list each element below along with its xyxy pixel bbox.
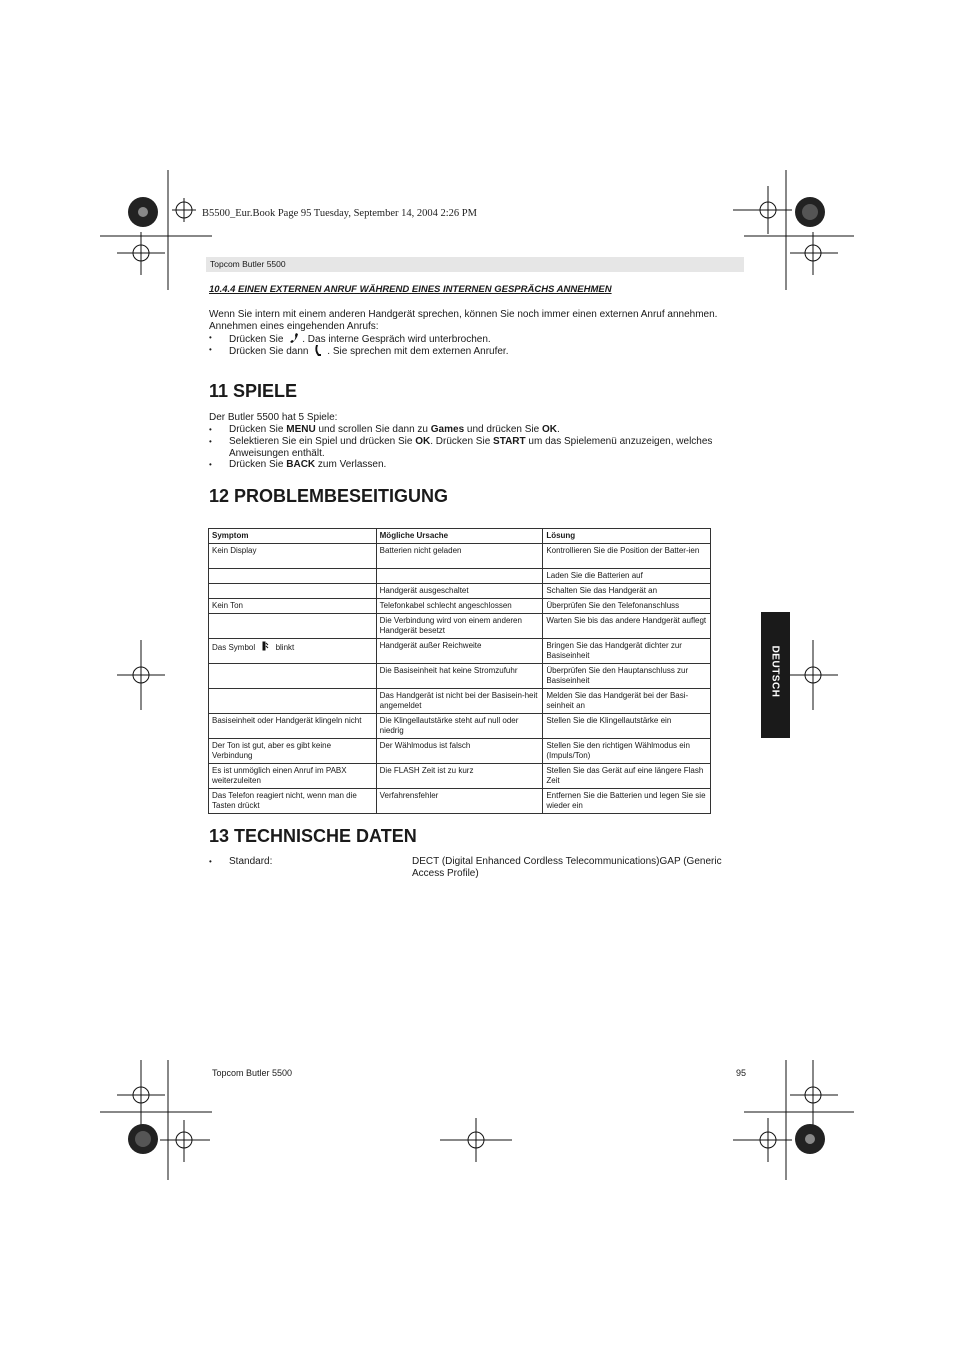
list-item: • Selektieren Sie ein Spiel und drücken Sie OK. Drücken Sie START um das Spielemenü anzuzeigen, welches Anweisungen enthält. bbox=[209, 436, 713, 459]
table-cell: Basiseinheit oder Handgerät klingeln nicht bbox=[209, 714, 377, 739]
table-row bbox=[209, 689, 711, 714]
language-tab bbox=[761, 612, 790, 738]
table-cell: Der Ton ist gut, aber es gibt keine Verbindung bbox=[209, 739, 377, 764]
column-header: Lösung bbox=[543, 529, 711, 544]
spec-value: DECT (Digital Enhanced Cordless Telecommunications)GAP (Generic Access Profile) bbox=[412, 856, 722, 879]
table-cell: Das Symbol blinkt bbox=[209, 639, 377, 664]
table-cell: Das Telefon reagiert nicht, wenn man die Tasten drückt bbox=[209, 789, 377, 814]
section-10-intro-2: Annehmen eines eingehenden Anrufs: bbox=[209, 321, 379, 332]
table-cell: Melden Sie das Handgerät bei der Basi-seinheit an bbox=[543, 689, 711, 714]
table-row bbox=[209, 639, 711, 664]
list-item: • Drücken Sie BACK zum Verlassen. bbox=[209, 459, 387, 470]
page-number: 95 bbox=[736, 1068, 747, 1078]
table-cell: Bringen Sie das Handgerät dichter zur Basiseinheit bbox=[543, 639, 711, 664]
troubleshooting-table bbox=[208, 528, 711, 814]
section-10-intro-1: Wenn Sie intern mit einem anderen Handgerät sprechen, können Sie noch immer einen externen Anruf annehmen. bbox=[209, 309, 718, 320]
table-cell bbox=[376, 569, 543, 584]
list-item: • Drücken Sie MENU und scrollen Sie dann zu Games und drücken Sie OK. bbox=[209, 424, 560, 435]
table-cell: Die Klingellautstärke steht auf null oder niedrig bbox=[376, 714, 543, 739]
table-row bbox=[209, 599, 711, 614]
table-row bbox=[209, 714, 711, 739]
table-cell bbox=[209, 689, 377, 714]
table-cell: Handgerät außer Reichweite bbox=[376, 639, 543, 664]
table-cell: Kein Display bbox=[209, 544, 377, 569]
table-cell: Stellen Sie die Klingellautstärke ein bbox=[543, 714, 711, 739]
section-11-title: 11 SPIELE bbox=[209, 381, 298, 401]
subsection-title: 10.4.4 EINEN EXTERNEN ANRUF WÄHREND EINES INTERNEN GESPRÄCHS ANNEHMEN bbox=[209, 284, 612, 295]
out-of-range-icon bbox=[260, 641, 270, 651]
table-cell: Die FLASH Zeit ist zu kurz bbox=[376, 764, 543, 789]
footer-title: Topcom Butler 5500 bbox=[212, 1068, 293, 1078]
table-cell: Der Wählmodus ist falsch bbox=[376, 739, 543, 764]
table-cell: Kontrollieren Sie die Position der Batter-ien bbox=[543, 544, 711, 569]
table-cell: Verfahrensfehler bbox=[376, 789, 543, 814]
column-header: Mögliche Ursache bbox=[376, 529, 543, 544]
table-cell: Überprüfen Sie den Telefonanschluss bbox=[543, 599, 711, 614]
table-row bbox=[209, 544, 711, 569]
table-cell: Kein Ton bbox=[209, 599, 377, 614]
table-cell: Überprüfen Sie den Hauptanschluss zur Basiseinheit bbox=[543, 664, 711, 689]
table-header-row bbox=[209, 529, 711, 544]
table-cell bbox=[209, 584, 377, 599]
talk-key-icon bbox=[288, 332, 300, 344]
table-row bbox=[209, 584, 711, 599]
list-item: • Standard: DECT (Digital Enhanced Cordless Telecommunications)GAP (Generic Access Profile) bbox=[209, 856, 749, 880]
section-13-title: 13 TECHNISCHE DATEN bbox=[209, 826, 417, 846]
table-cell: Die Verbindung wird von einem anderen Handgerät besetzt bbox=[376, 614, 543, 639]
table-cell: Stellen Sie das Gerät auf eine längere Flash Zeit bbox=[543, 764, 711, 789]
table-row bbox=[209, 764, 711, 789]
hook-off-icon bbox=[313, 344, 325, 356]
running-header-text: Topcom Butler 5500 bbox=[210, 259, 286, 269]
list-item: • Drücken Sie dann . Sie sprechen mit dem externen Anrufer. bbox=[209, 345, 509, 357]
section-11-intro: Der Butler 5500 hat 5 Spiele: bbox=[209, 412, 338, 423]
table-cell: Warten Sie bis das andere Handgerät auflegt bbox=[543, 614, 711, 639]
language-tab-label: DEUTSCH bbox=[769, 645, 781, 698]
spec-label: Standard: bbox=[229, 856, 273, 867]
table-cell: Handgerät ausgeschaltet bbox=[376, 584, 543, 599]
section-12-title: 12 PROBLEMBESEITIGUNG bbox=[209, 486, 449, 506]
table-row bbox=[209, 739, 711, 764]
print-info: B5500_Eur.Book Page 95 Tuesday, September 14, 2004 2:26 PM bbox=[202, 208, 477, 219]
table-row bbox=[209, 569, 711, 584]
table-row bbox=[209, 664, 711, 689]
list-item: • Drücken Sie . Das interne Gespräch wird unterbrochen. bbox=[209, 333, 491, 345]
table-cell bbox=[209, 614, 377, 639]
table-row bbox=[209, 614, 711, 639]
table-row bbox=[209, 789, 711, 814]
table-cell: Schalten Sie das Handgerät an bbox=[543, 584, 711, 599]
table-cell: Die Basiseinheit hat keine Stromzufuhr bbox=[376, 664, 543, 689]
table-cell: Das Handgerät ist nicht bei der Basisein-heit angemeldet bbox=[376, 689, 543, 714]
table-cell: Telefonkabel schlecht angeschlossen bbox=[376, 599, 543, 614]
running-header bbox=[206, 257, 744, 272]
table-cell: Batterien nicht geladen bbox=[376, 544, 543, 569]
table-cell bbox=[209, 664, 377, 689]
column-header: Symptom bbox=[209, 529, 377, 544]
table-cell: Entfernen Sie die Batterien und legen Sie sie wieder ein bbox=[543, 789, 711, 814]
table-cell: Stellen Sie den richtigen Wählmodus ein (Impuls/Ton) bbox=[543, 739, 711, 764]
table-cell bbox=[209, 569, 377, 584]
table-cell: Es ist unmöglich einen Anruf im PABX weiterzuleiten bbox=[209, 764, 377, 789]
table-cell: Laden Sie die Batterien auf bbox=[543, 569, 711, 584]
